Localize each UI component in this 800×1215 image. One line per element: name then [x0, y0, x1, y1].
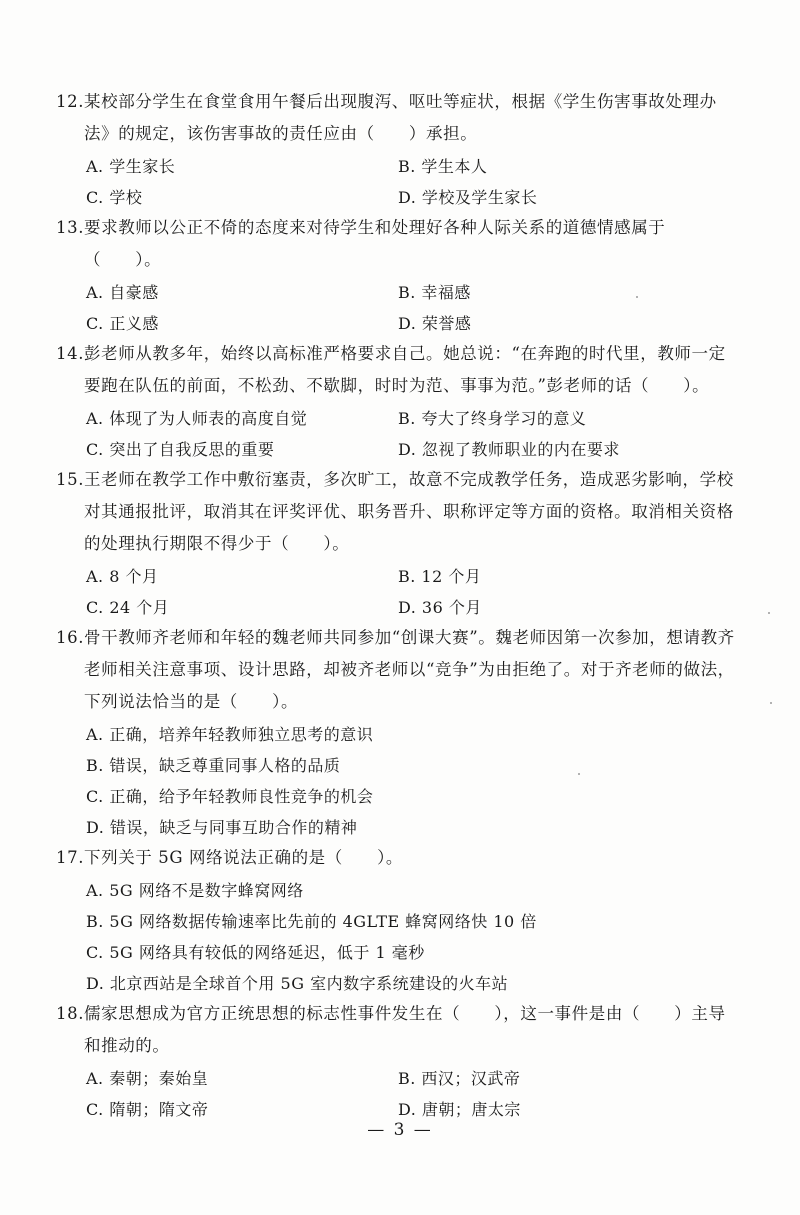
option-c: C. 突出了自我反思的重要	[86, 440, 275, 459]
option-d: D. 学校及学生家长	[398, 188, 538, 207]
options	[56, 276, 736, 338]
option-d: D. 北京西站是全球首个用 5G 室内数字系统建设的火车站	[86, 974, 509, 993]
question-number: 13.	[56, 218, 85, 237]
question-stem	[56, 338, 736, 402]
options	[56, 560, 736, 622]
question-text: 某校部分学生在食堂食用午餐后出现腹泻、呕吐等症状，根据《学生伤害事故处理办法》的规定，该伤害事故的责任应由（ ）承担。	[84, 92, 717, 143]
question-number: 15.	[56, 470, 85, 489]
question-stem	[56, 842, 736, 874]
options	[56, 874, 736, 998]
scan-speck	[770, 702, 772, 704]
question-stem	[56, 464, 736, 560]
question-16	[56, 622, 736, 842]
scan-speck	[636, 296, 638, 298]
question-text: 儒家思想成为官方正统思想的标志性事件发生在（ ），这一事件是由（ ）主导和推动的。	[84, 1004, 726, 1055]
option-b: B. 夸大了终身学习的意义	[398, 409, 587, 428]
question-text: 彭老师从教多年，始终以高标准严格要求自己。她总说：“在奔跑的时代里，教师一定要跑在队伍的前面，不松劲、不歇脚，时时为范、事事为范。”彭老师的话（ ）。	[84, 344, 726, 395]
option-c: C. 正义感	[86, 314, 159, 333]
question-stem	[56, 998, 736, 1062]
scan-speck	[578, 773, 580, 775]
option-c: C. 正确，给予年轻教师良性竞争的机会	[86, 787, 374, 806]
question-list	[56, 86, 736, 1124]
option-d: D. 忽视了教师职业的内在要求	[398, 440, 620, 459]
question-14	[56, 338, 736, 464]
question-17	[56, 842, 736, 998]
question-text: 王老师在教学工作中敷衍塞责，多次旷工，故意不完成教学任务，造成恶劣影响，学校对其通报批评，取消其在评奖评优、职务晋升、职称评定等方面的资格。取消相关资格的处理执行期限不得少于（ ）。	[84, 470, 734, 553]
option-a: A. 自豪感	[86, 283, 159, 302]
options	[56, 402, 736, 464]
option-b: B. 5G 网络数据传输速率比先前的 4GLTE 蜂窝网络快 10 倍	[86, 912, 537, 931]
option-d: D. 错误，缺乏与同事互助合作的精神	[86, 818, 358, 837]
question-number: 12.	[56, 92, 85, 111]
question-number: 14.	[56, 344, 85, 363]
question-stem	[56, 622, 736, 718]
option-a: A. 学生家长	[86, 157, 176, 176]
option-b: B. 学生本人	[398, 157, 488, 176]
options	[56, 1062, 736, 1124]
option-b: B. 幸福感	[398, 283, 471, 302]
question-number: 18.	[56, 1004, 85, 1023]
question-text: 骨干教师齐老师和年轻的魏老师共同参加“创课大赛”。魏老师因第一次参加，想请教齐老师相关注意事项、设计思路，却被齐老师以“竞争”为由拒绝了。对于齐老师的做法，下列说法恰当的是（ ）。	[84, 628, 735, 711]
question-13	[56, 212, 736, 338]
question-text: 下列关于 5G 网络说法正确的是（ ）。	[84, 848, 404, 867]
question-number: 16.	[56, 628, 85, 647]
option-a: A. 8 个月	[86, 567, 159, 586]
options	[56, 150, 736, 212]
option-b: B. 西汉；汉武帝	[398, 1069, 521, 1088]
option-b: B. 12 个月	[398, 567, 482, 586]
option-c: C. 学校	[86, 188, 143, 207]
option-c: C. 5G 网络具有较低的网络延迟，低于 1 毫秒	[86, 943, 425, 962]
option-d: D. 荣誉感	[398, 314, 472, 333]
option-b: B. 错误，缺乏尊重同事人格的品质	[86, 756, 341, 775]
question-stem	[56, 212, 736, 276]
option-d: D. 唐朝；唐太宗	[398, 1100, 521, 1119]
question-15	[56, 464, 736, 622]
option-c: C. 24 个月	[86, 598, 170, 617]
option-a: A. 5G 网络不是数字蜂窝网络	[86, 881, 304, 900]
option-d: D. 36 个月	[398, 598, 482, 617]
page-number: — 3 —	[367, 1120, 433, 1140]
option-c: C. 隋朝；隋文帝	[86, 1100, 209, 1119]
options	[56, 718, 736, 842]
question-text: 要求教师以公正不倚的态度来对待学生和处理好各种人际关系的道德情感属于（ ）。	[84, 218, 666, 269]
question-12	[56, 86, 736, 212]
question-stem	[56, 86, 736, 150]
scan-speck	[768, 612, 770, 614]
option-a: A. 秦朝；秦始皇	[86, 1069, 209, 1088]
question-number: 17.	[56, 848, 85, 867]
question-18	[56, 998, 736, 1124]
option-a: A. 正确，培养年轻教师独立思考的意识	[86, 725, 374, 744]
option-a: A. 体现了为人师表的高度自觉	[86, 409, 308, 428]
